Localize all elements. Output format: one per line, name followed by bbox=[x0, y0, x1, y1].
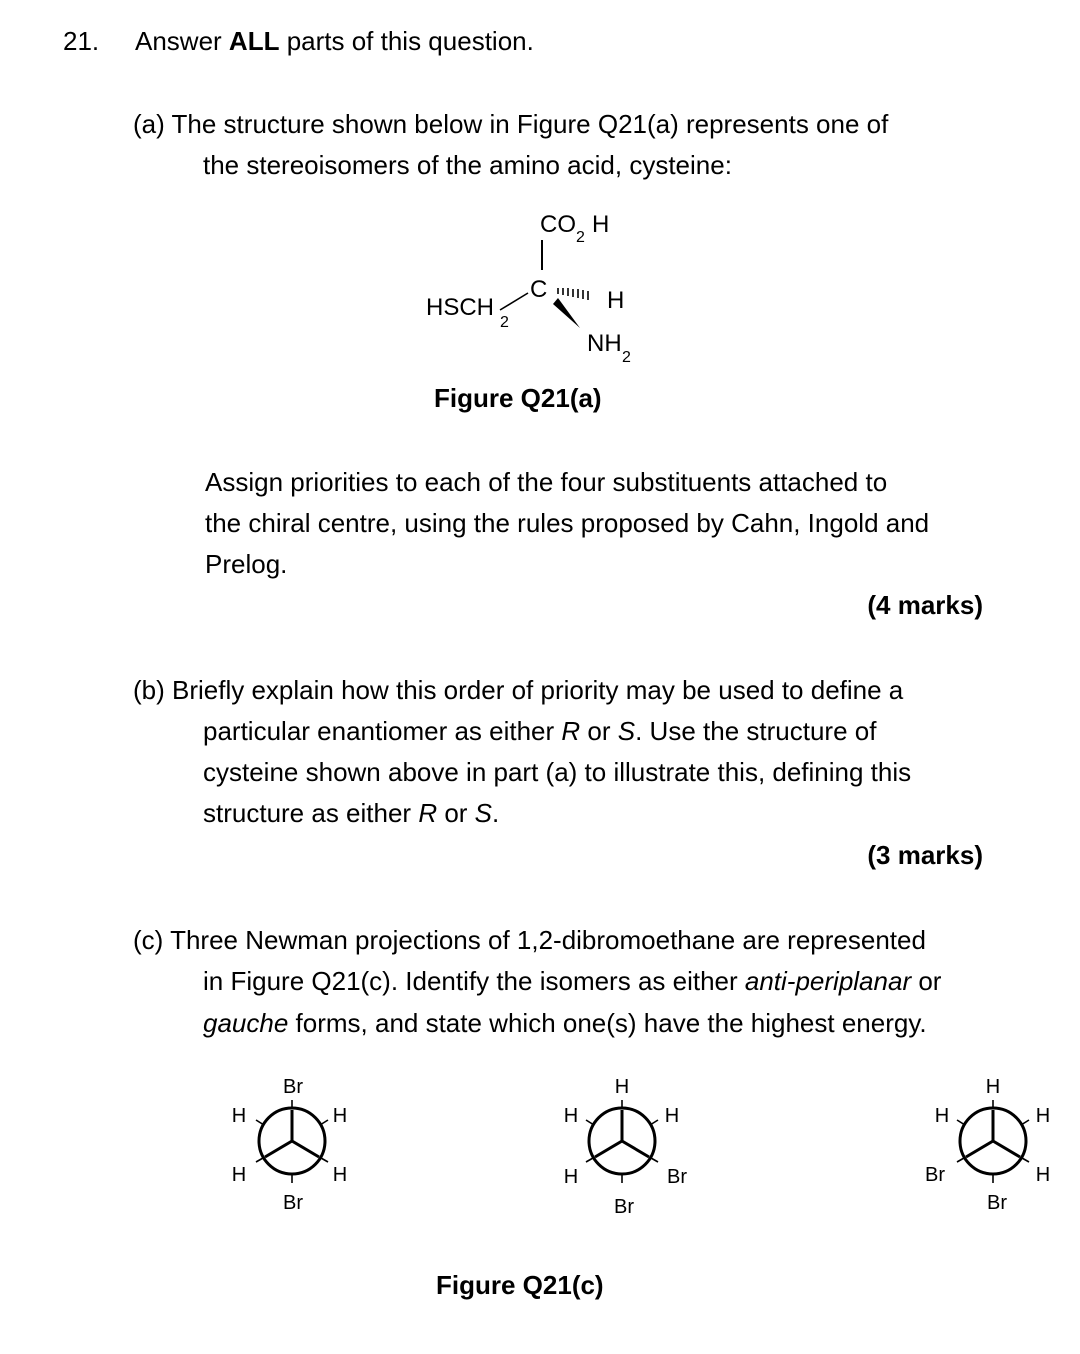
svg-text:H: H bbox=[934, 1105, 950, 1127]
part-c-line1: (c) Three Newman projections of 1,2-dibromoethane are represented bbox=[133, 925, 926, 955]
svg-text:Br: Br bbox=[283, 1076, 303, 1098]
part-b-line2: particular enantiomer as either R or S. Use the structure of bbox=[203, 716, 877, 746]
fig-a-top-sub: 2 bbox=[576, 229, 585, 246]
svg-text:Br: Br bbox=[667, 1166, 687, 1188]
fig-a-bottom-group: NH bbox=[587, 330, 622, 357]
newman-projection-3 bbox=[925, 1076, 1050, 1214]
svg-text:H: H bbox=[563, 1166, 579, 1188]
svg-text:H: H bbox=[332, 1164, 348, 1186]
fig-a-right-h: H bbox=[607, 287, 625, 314]
part-a-line1: (a) The structure shown below in Figure Q21(a) represents one of bbox=[133, 109, 889, 139]
fig-a-top-group: CO bbox=[540, 211, 576, 238]
part-b-line4: structure as either R or S. bbox=[203, 798, 500, 828]
part-a-question-line2: the chiral centre, using the rules proposed by Cahn, Ingold and bbox=[205, 508, 930, 538]
part-b-line3: cysteine shown above in part (a) to illustrate this, defining this bbox=[203, 757, 912, 787]
svg-text:Br: Br bbox=[987, 1192, 1007, 1214]
part-a-question-line3: Prelog. bbox=[205, 549, 288, 579]
question-intro: Answer ALL parts of this question. bbox=[135, 26, 534, 56]
newman-projection-1 bbox=[232, 1076, 347, 1214]
part-c-line3: gauche forms, and state which one(s) have the highest energy. bbox=[203, 1008, 927, 1038]
svg-text:H: H bbox=[231, 1164, 247, 1186]
figure-q21c-caption: Figure Q21(c) bbox=[436, 1270, 604, 1300]
figure-q21c-newman-projections bbox=[0, 1060, 1080, 1230]
svg-text:H: H bbox=[563, 1105, 579, 1127]
fig-a-left-sub: 2 bbox=[500, 314, 509, 331]
svg-text:H: H bbox=[985, 1076, 1001, 1098]
fig-a-top-h: H bbox=[592, 211, 610, 238]
fig-a-left-group: HSCH bbox=[426, 294, 495, 321]
svg-text:Br: Br bbox=[283, 1192, 303, 1214]
svg-text:Br: Br bbox=[614, 1196, 634, 1218]
part-a-question-line1: Assign priorities to each of the four substituents attached to bbox=[205, 467, 888, 497]
fig-a-bottom-sub: 2 bbox=[622, 349, 631, 366]
figure-q21a-structure bbox=[400, 200, 680, 370]
svg-text:Br: Br bbox=[925, 1164, 945, 1186]
fig-a-hashed-bond bbox=[558, 288, 588, 300]
svg-text:H: H bbox=[664, 1105, 680, 1127]
figure-q21a-caption: Figure Q21(a) bbox=[434, 383, 602, 413]
part-c-line2: in Figure Q21(c). Identify the isomers as either anti-periplanar or bbox=[203, 966, 942, 996]
svg-text:H: H bbox=[1035, 1105, 1051, 1127]
fig-a-center-c: C bbox=[530, 276, 548, 303]
svg-text:H: H bbox=[1035, 1164, 1051, 1186]
svg-text:H: H bbox=[231, 1105, 247, 1127]
svg-text:H: H bbox=[614, 1076, 630, 1098]
part-b-line1: (b) Briefly explain how this order of priority may be used to define a bbox=[133, 675, 904, 705]
newman-projection-2 bbox=[564, 1076, 688, 1218]
question-number: 21. bbox=[63, 26, 100, 56]
part-a-marks: (4 marks) bbox=[867, 590, 983, 620]
svg-text:H: H bbox=[332, 1105, 348, 1127]
fig-a-wedge-bond bbox=[553, 298, 580, 328]
part-b-marks: (3 marks) bbox=[867, 840, 983, 870]
part-a-line2: the stereoisomers of the amino acid, cysteine: bbox=[203, 150, 732, 180]
